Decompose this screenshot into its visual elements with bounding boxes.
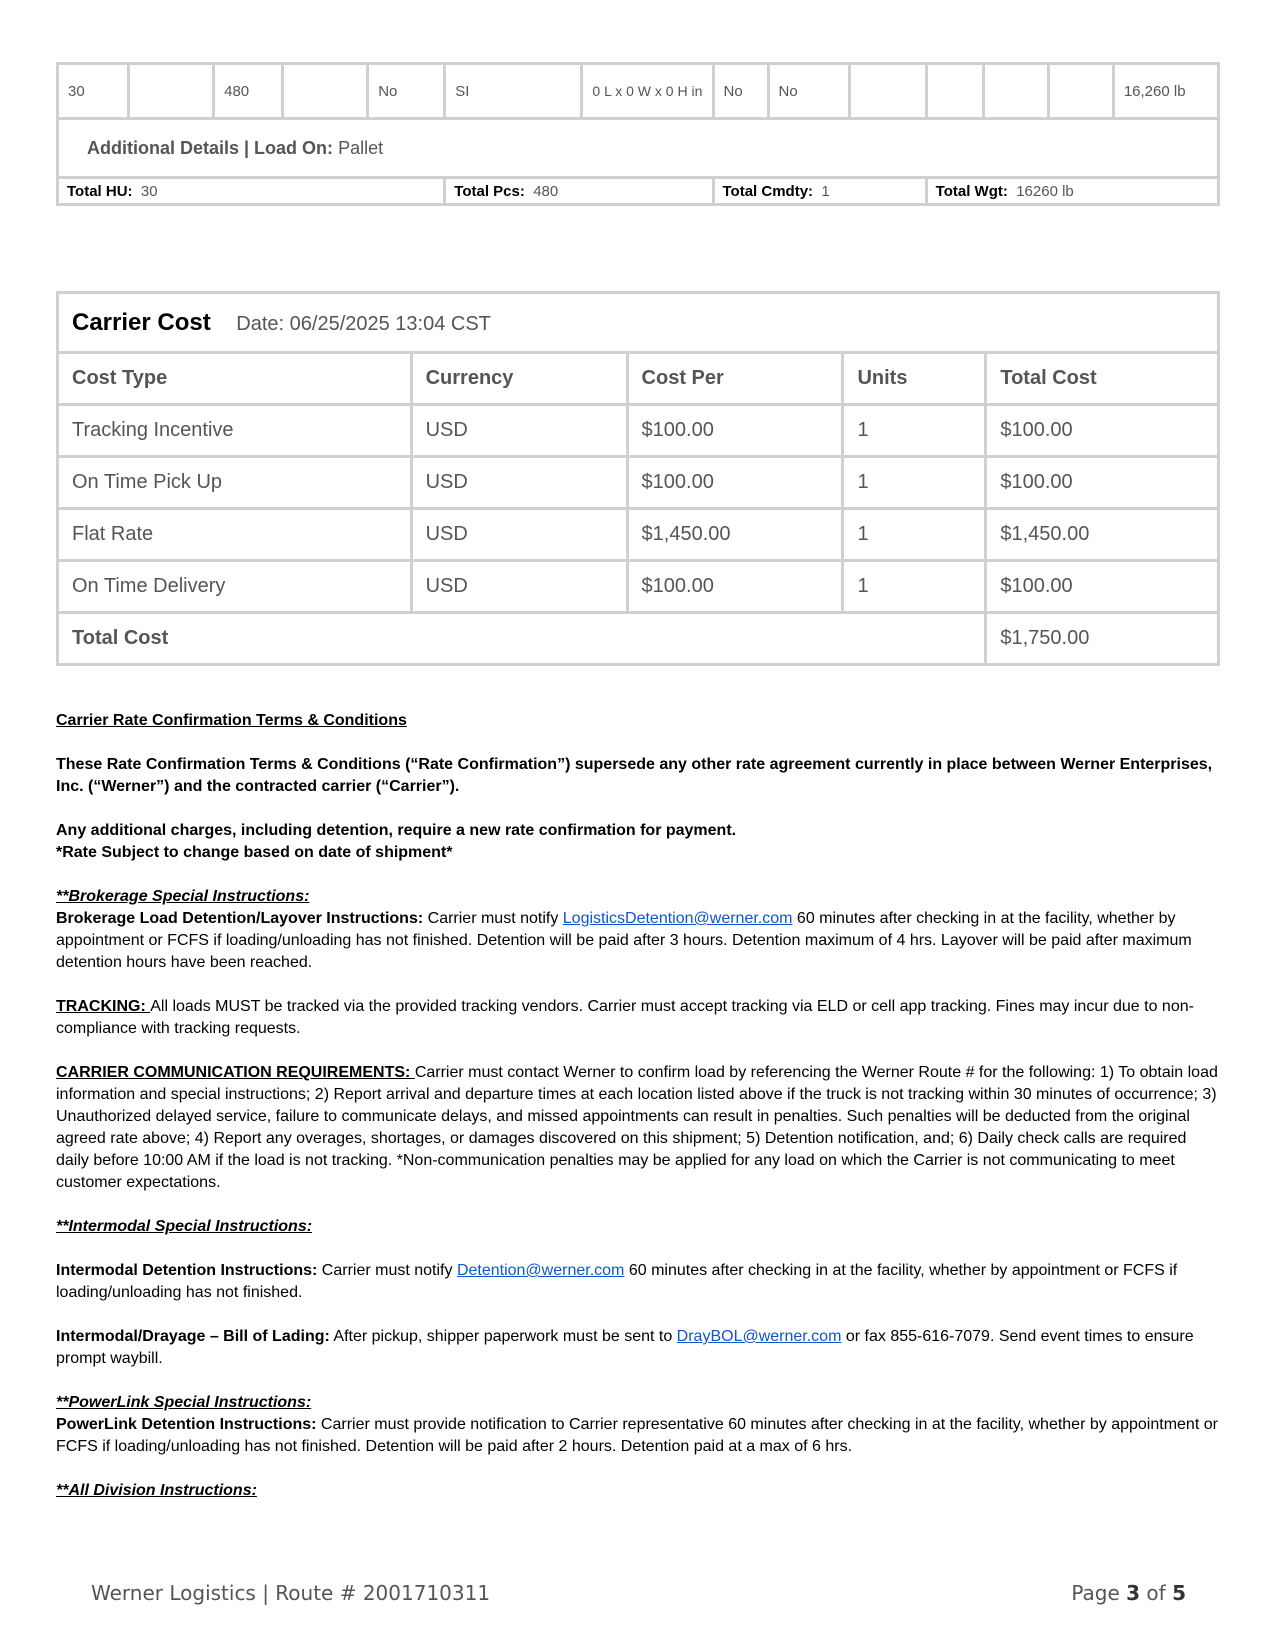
communication-label: CARRIER COMMUNICATION REQUIREMENTS: (56, 1064, 415, 1081)
hu-type-cell (129, 64, 214, 119)
total-hu-value: 30 (140, 182, 158, 200)
drayage-instructions (56, 1326, 1221, 1370)
total-cmdty-label: Total Cmdty: (722, 182, 814, 200)
terms-intro: These Rate Confirmation Terms & Conditions (“Rate Confirmation”) supersede any other rate agreement currently in place between Werner Enterprises, Inc. (“Werner”) and the contracted carrier (“Carrier”). (56, 756, 1213, 795)
dims-cell: 0 L x 0 W x 0 H in (582, 64, 713, 119)
current-page: 3 (1126, 1581, 1141, 1605)
additional-details-row (58, 119, 1219, 178)
tracking-label: TRACKING: (56, 998, 151, 1015)
col-units: Units (843, 353, 986, 405)
footer-route: Werner Logistics | Route # 2001710311 (91, 1581, 491, 1605)
commodity-row (58, 64, 1219, 119)
total-cmdty (713, 178, 926, 205)
carrier-cost-date: Date: 06/25/2025 13:04 CST (236, 312, 491, 335)
additional-details-label: Additional Details | Load On: (87, 137, 334, 158)
tracking-instructions (56, 996, 1221, 1040)
communication-text: Carrier must contact Werner to confirm load by referencing the Werner Route # for the following: 1) To obtain load information and special instructions; 2) Report arrival and departure times at each location listed above if the truck is not tracking within 30 minutes of occurrence; 3) Unauthorized delayed service, failure to communicate delays, and missed appointments can result in penalties. Such penalties will be deducted from the original agreed rate above; 4) Report any overages, shortages, or damages discovered on this shipment; 5) Detention notification, and; 6) Daily check calls are required daily before 10:00 AM if the load is not tracking. *Non-communication penalties may be applied for any load on which the Carrier is not communicating to meet customer expectations. (56, 1064, 1218, 1191)
carrier-cost-table (56, 291, 1220, 666)
empty-cell-2 (926, 64, 983, 119)
additional-charges-note: Any additional charges, including detention, require a new rate confirmation for payment. (56, 822, 737, 839)
tracking-text: All loads MUST be tracked via the provided tracking vendors. Carrier must accept tracking via ELD or cell app tracking. Fines may incur due to non-compliance with tracking requests. (56, 998, 1194, 1037)
empty-cell-4 (1048, 64, 1113, 119)
intermodal-detention-instructions (56, 1260, 1221, 1304)
brokerage-instructions (56, 908, 1221, 974)
units-cell: 1 (843, 405, 986, 457)
powerlink-label: PowerLink Detention Instructions: (56, 1416, 317, 1433)
communication-requirements (56, 1062, 1221, 1194)
table-row (58, 509, 1219, 561)
total-pcs-value: 480 (533, 182, 559, 200)
rate-subject-note: *Rate Subject to change based on date of shipment* (56, 844, 453, 861)
pcs-type-cell (283, 64, 368, 119)
carrier-cost-header (58, 293, 1219, 353)
total-pages: 5 (1172, 1581, 1186, 1605)
brokerage-text-post: 60 minutes after checking in at the facility, whether by appointment or FCFS if loading/unloading has not finished. Detention will be paid after 3 hours. Detention maximum of 4 hrs. Layover will be paid after maximum detention hours have been reached. (56, 910, 1192, 971)
units-cell: 1 (843, 457, 986, 509)
empty-cell-3 (983, 64, 1048, 119)
intermodal-text-post: 60 minutes after checking in at the facility, whether by appointment or FCFS if loading/unloading has not finished. (56, 1262, 1178, 1301)
total-cmdty-value: 1 (821, 182, 830, 200)
total-hu (58, 178, 445, 205)
cost-per-cell: $100.00 (627, 405, 843, 457)
brokerage-text-pre: Carrier must notify (423, 910, 563, 927)
total-pcs-label: Total Pcs: (454, 182, 525, 200)
terms-section (56, 710, 1221, 1502)
currency-cell: USD (411, 509, 627, 561)
tarp-cell: No (768, 64, 849, 119)
total-hu-label: Total HU: (67, 182, 133, 200)
totals-row (58, 178, 1219, 205)
drayage-text-pre: After pickup, shipper paperwork must be sent to (329, 1328, 677, 1345)
total-cost-cell: $100.00 (986, 457, 1219, 509)
cost-per-cell: $100.00 (627, 561, 843, 613)
col-cost-per: Cost Per (627, 353, 843, 405)
page-prefix: Page (1071, 1581, 1127, 1605)
total-wgt-value: 16260 lb (1016, 182, 1074, 200)
detention-email-link[interactable]: Detention@werner.com (456, 1262, 625, 1279)
weight-cell: 16,260 lb (1113, 64, 1218, 119)
total-cost-cell: $100.00 (986, 561, 1219, 613)
total-cost-value: $1,750.00 (986, 613, 1219, 665)
cost-column-headers (58, 353, 1219, 405)
unit-cell: SI (445, 64, 582, 119)
terms-heading: Carrier Rate Confirmation Terms & Conditions (56, 712, 407, 729)
cost-type-cell: Tracking Incentive (58, 405, 412, 457)
units-cell: 1 (843, 561, 986, 613)
hu-cell: 30 (58, 64, 129, 119)
pcs-cell: 480 (214, 64, 283, 119)
currency-cell: USD (411, 457, 627, 509)
powerlink-heading: **PowerLink Special Instructions: (56, 1394, 312, 1411)
col-currency: Currency (411, 353, 627, 405)
additional-details-value: Pallet (338, 137, 384, 158)
logistics-detention-email-link[interactable]: LogisticsDetention@werner.com (562, 910, 793, 927)
footer-page-number (1071, 1581, 1186, 1605)
powerlink-text: Carrier must provide notification to Carrier representative 60 minutes after checking in at the facility, whether by appointment or FCFS if loading/unloading has not finished. Detention will be paid after 2 hours. Detention paid at a max of 6 hrs. (56, 1416, 1218, 1455)
total-cost-label: Total Cost (58, 613, 986, 665)
total-pcs (445, 178, 713, 205)
total-wgt-label: Total Wgt: (935, 182, 1008, 200)
intermodal-text-pre: Carrier must notify (317, 1262, 457, 1279)
total-wgt (926, 178, 1218, 205)
cost-type-cell: On Time Pick Up (58, 457, 412, 509)
brokerage-heading: **Brokerage Special Instructions: (56, 888, 310, 905)
col-cost-type: Cost Type (58, 353, 412, 405)
commodity-table (56, 62, 1220, 206)
page-of: of (1140, 1581, 1173, 1605)
powerlink-instructions (56, 1414, 1221, 1458)
intermodal-label: Intermodal Detention Instructions: (56, 1262, 318, 1279)
brokerage-label: Brokerage Load Detention/Layover Instructions: (56, 910, 424, 927)
table-row (58, 561, 1219, 613)
cost-type-cell: Flat Rate (58, 509, 412, 561)
hazmat-cell: No (368, 64, 445, 119)
cost-type-cell: On Time Delivery (58, 561, 412, 613)
currency-cell: USD (411, 405, 627, 457)
total-cost-cell: $100.00 (986, 405, 1219, 457)
empty-cell-1 (849, 64, 926, 119)
cost-per-cell: $1,450.00 (627, 509, 843, 561)
stackable-cell: No (713, 64, 768, 119)
total-cost-row (58, 613, 1219, 665)
drayage-text-post: or fax 855-616-7079. Send event times to ensure prompt waybill. (56, 1328, 1194, 1367)
col-total-cost: Total Cost (986, 353, 1219, 405)
cost-per-cell: $100.00 (627, 457, 843, 509)
currency-cell: USD (411, 561, 627, 613)
carrier-cost-title: Carrier Cost (72, 308, 211, 336)
units-cell: 1 (843, 509, 986, 561)
drayage-label: Intermodal/Drayage – Bill of Lading: (56, 1328, 330, 1345)
draybol-email-link[interactable]: DrayBOL@werner.com (676, 1328, 842, 1345)
total-cost-cell: $1,450.00 (986, 509, 1219, 561)
table-row (58, 457, 1219, 509)
all-division-heading: **All Division Instructions: (56, 1482, 257, 1499)
table-row (58, 405, 1219, 457)
intermodal-heading: **Intermodal Special Instructions: (56, 1218, 313, 1235)
